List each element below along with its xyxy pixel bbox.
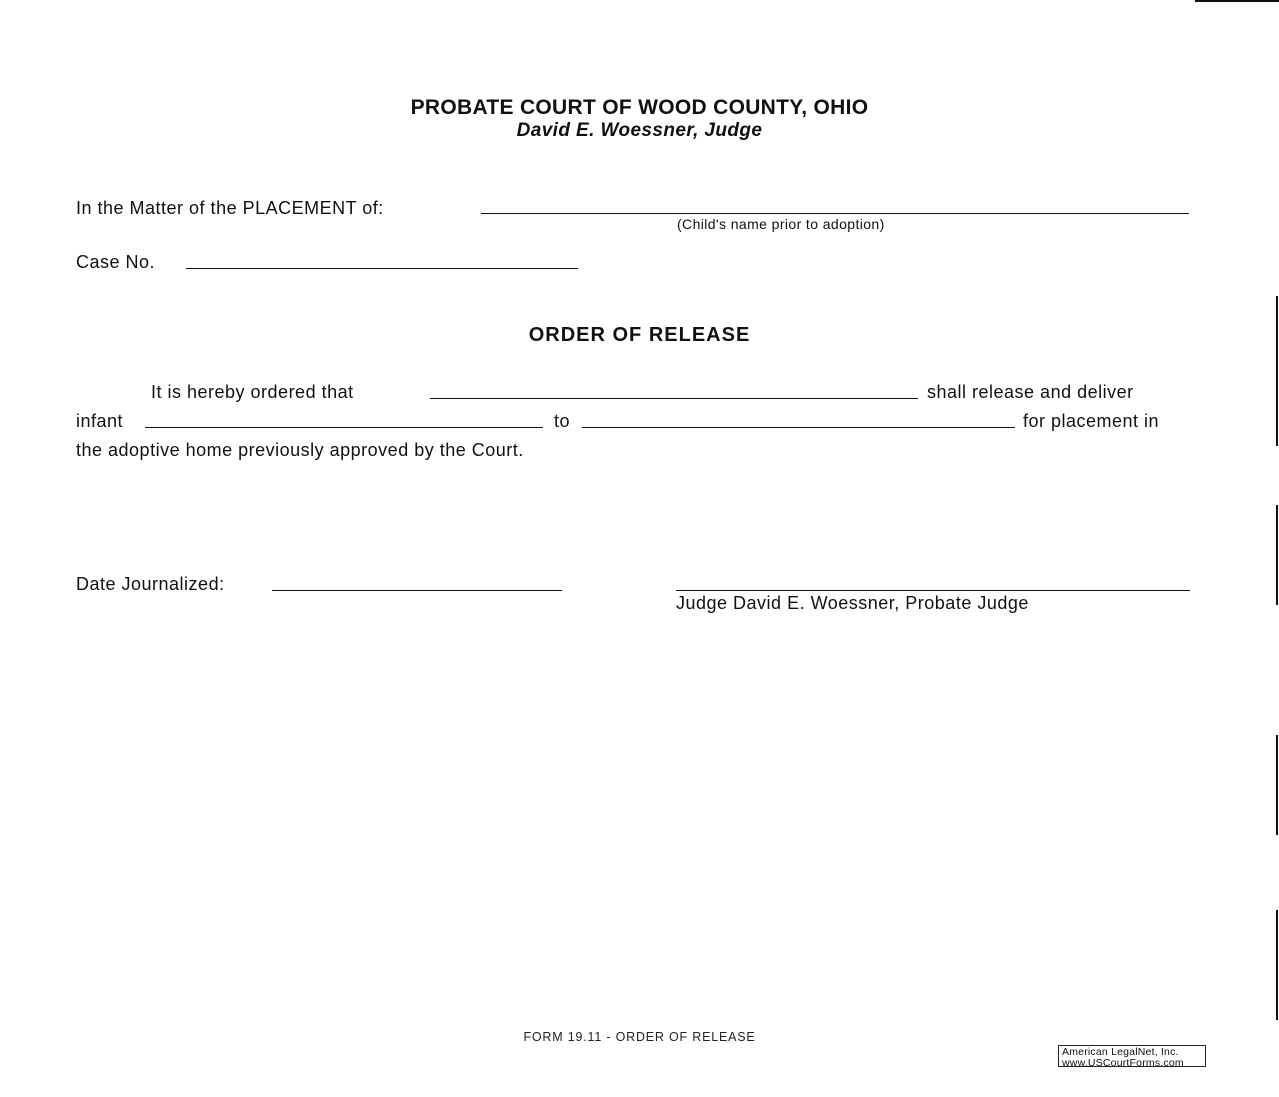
recipient-field[interactable] [582,427,1015,428]
scan-artifact-edge-line [1276,735,1278,835]
scan-artifact-edge-line [1276,505,1278,605]
form-number: FORM 19.11 - ORDER OF RELEASE [523,1030,756,1044]
order-title: ORDER OF RELEASE [528,324,751,346]
scan-artifact-edge-line [1276,910,1278,1020]
order-line1-suffix: shall release and deliver [927,382,1134,402]
scan-artifact-top-line [1195,0,1279,2]
releasing-party-field[interactable] [430,398,918,399]
date-journalized-label: Date Journalized: [76,574,225,594]
child-name-hint: (Child's name prior to adoption) [677,216,885,232]
case-number-field[interactable] [186,268,578,269]
publisher-name: American LegalNet, Inc. [1062,1046,1179,1058]
order-line1-prefix: It is hereby ordered that [151,382,354,402]
judge-signature-label: Judge David E. Woessner, Probate Judge [676,593,1029,613]
scan-artifact-edge-line [1276,296,1278,446]
judge-subtitle: David E. Woessner, Judge [516,120,763,141]
judge-signature-line[interactable] [676,590,1190,591]
child-name-field[interactable] [481,213,1189,214]
court-name: PROBATE COURT OF WOOD COUNTY, OHIO [410,96,869,119]
order-line2-suffix: for placement in [1023,411,1160,431]
order-line2-prefix: infant [76,411,124,431]
order-line2-to: to [554,411,571,431]
date-journalized-field[interactable] [272,590,562,591]
order-line3: the adoptive home previously approved by the Court. [76,440,524,460]
publisher-box [1058,1045,1206,1067]
matter-label: In the Matter of the PLACEMENT of: [76,198,384,218]
infant-name-field[interactable] [145,427,543,428]
case-number-label: Case No. [76,252,156,272]
publisher-url: www.USCourtForms.com [1062,1057,1184,1069]
